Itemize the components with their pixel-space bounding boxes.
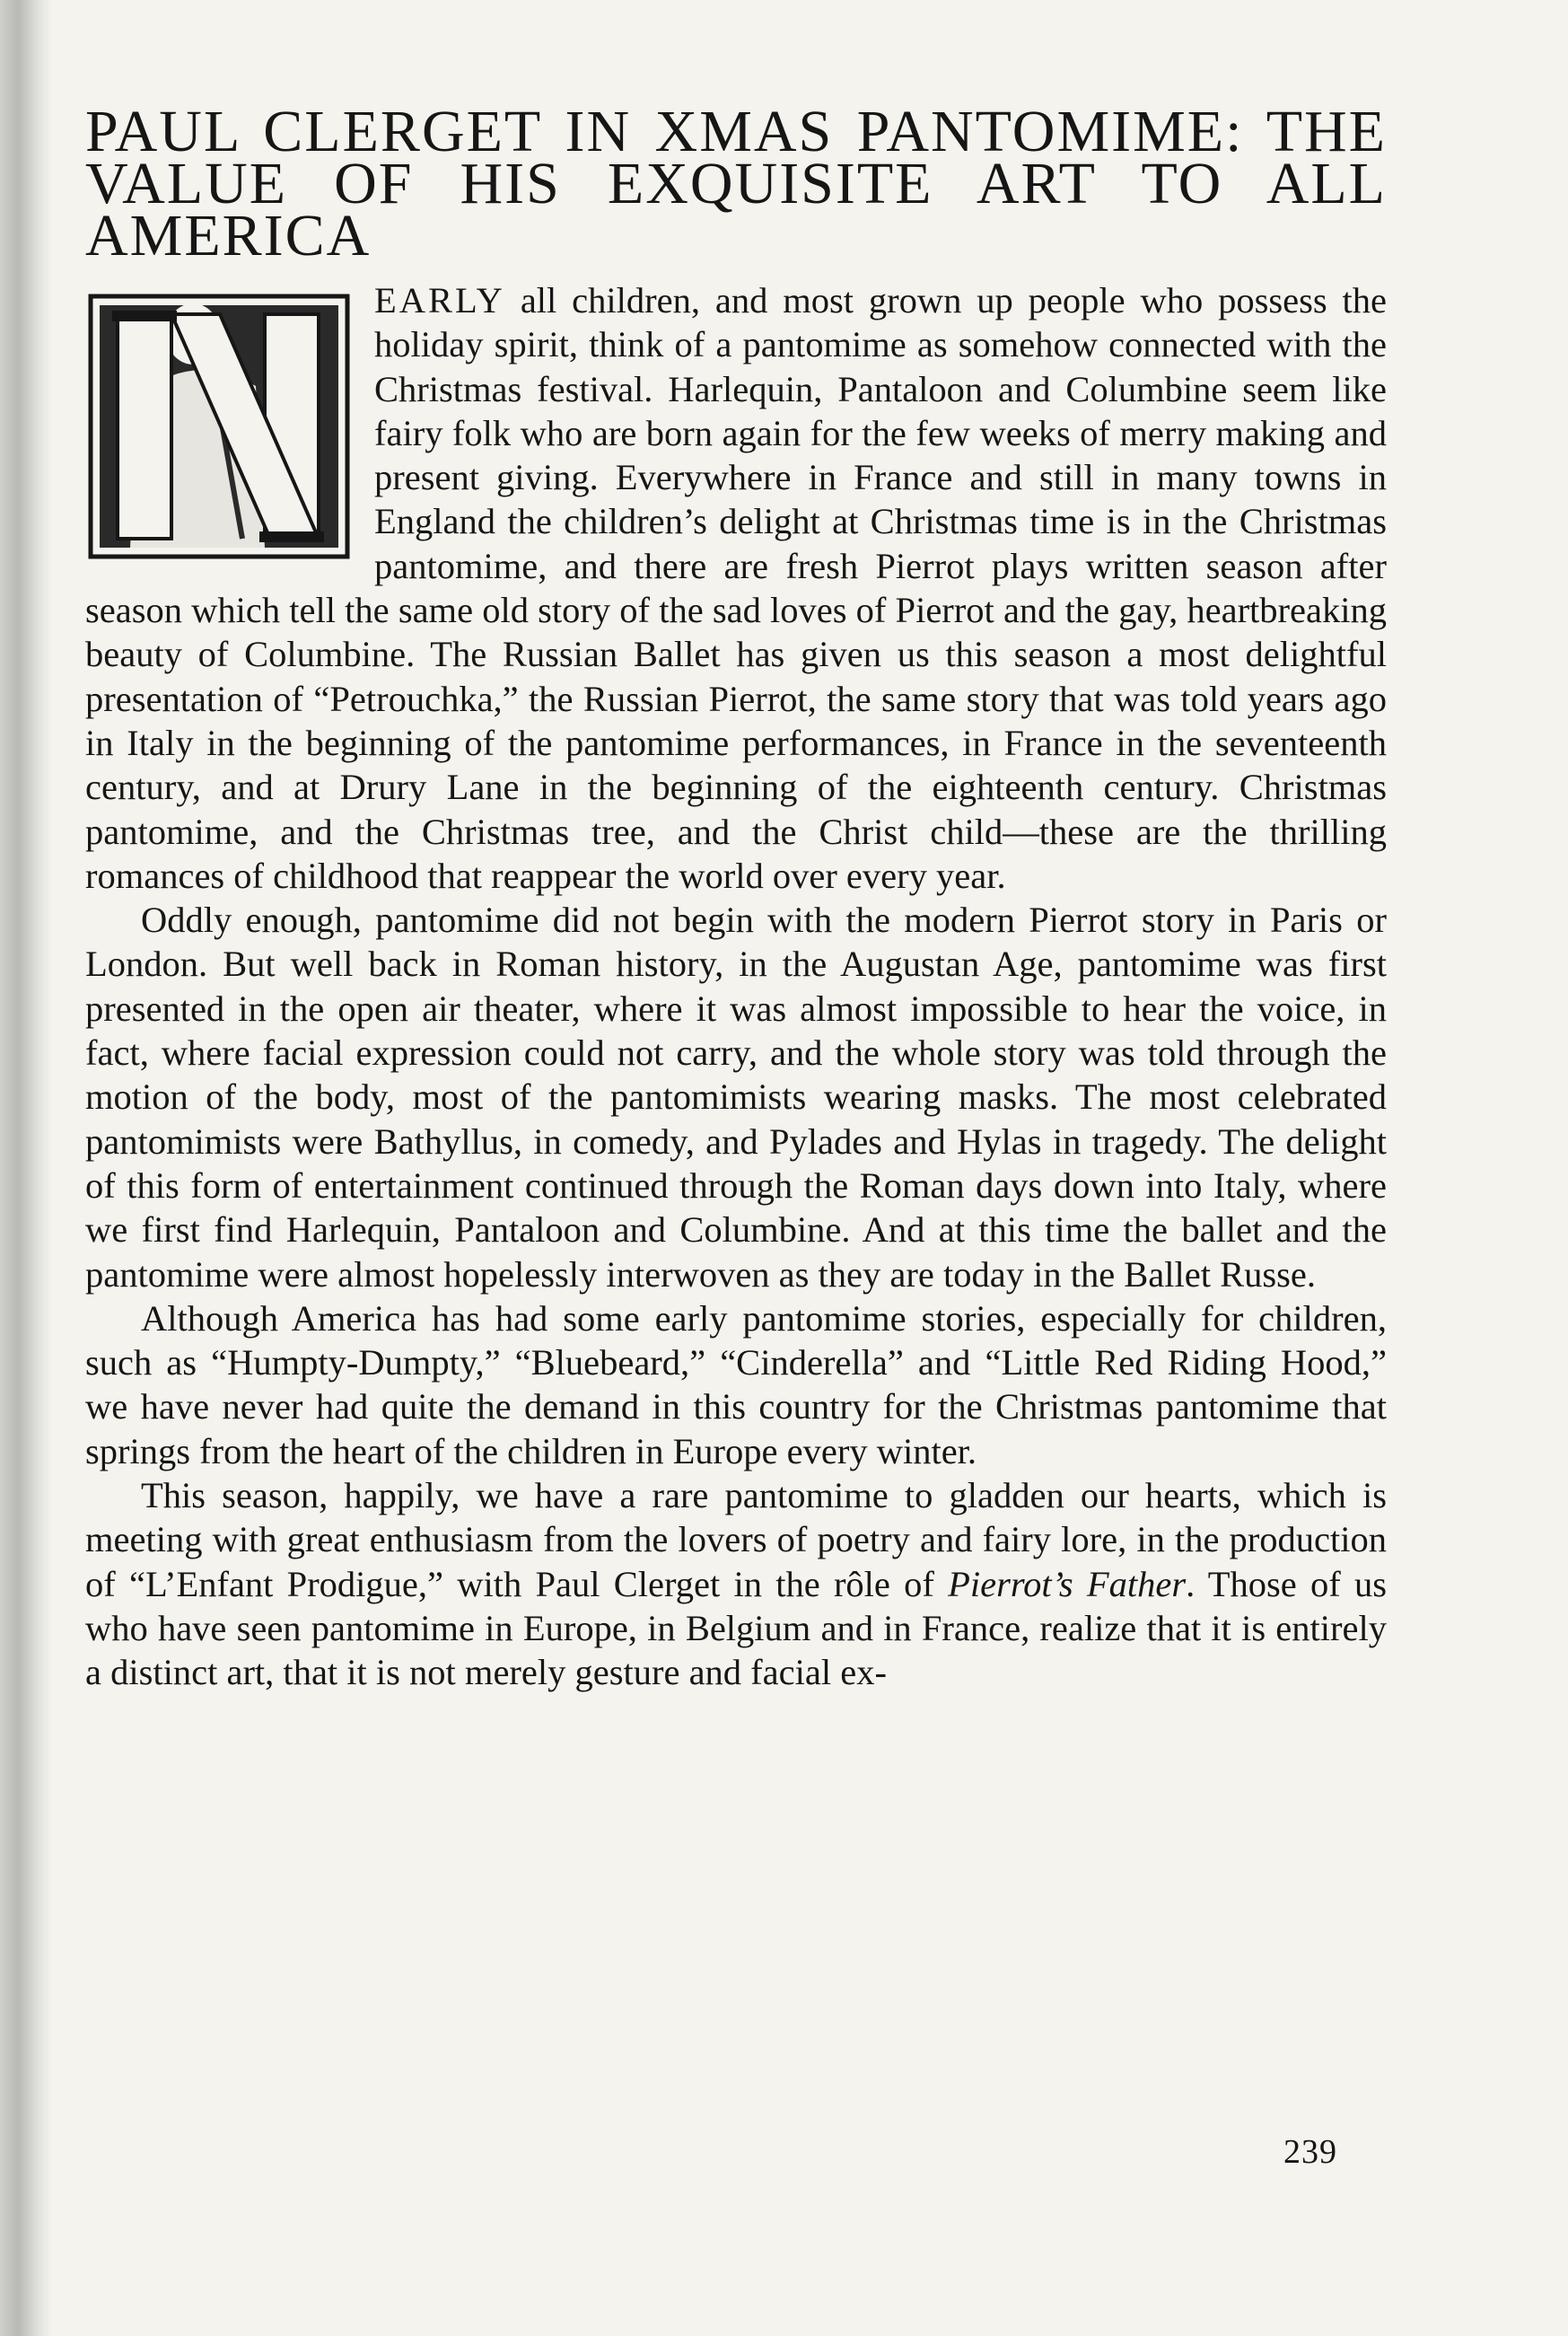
role-name: Pierrot’s Father [948,1563,1187,1604]
paragraph-3: Although America has had some early pantomime stories, especially for children, such as “Humpty-Dumpty,” “Bluebeard,” “Cinderella” and “Little Red Riding Hood,” we have never had quite the demand in this country for the Christmas pantomime that springs from the heart of the children in Europe every winter. [85,1297,1387,1471]
paragraph-4-text-b: . Those of us who have seen pantomime in Europe, in Belgium and in France, realize that it is entirely a distinct art, that it is not merely gesture and facial ex- [85,1563,1387,1693]
paragraph-4-text-a: This season, happily, we have a rare pantomime to gladden our hearts, which is meeting with great enthusiasm from the lovers of poetry and fairy lore, in the production of “L’Enfant Prodigue,” with Paul Clerget in the rôle of [85,1475,1387,1604]
book-binding-shadow [0,0,52,2336]
article-page [85,99,1387,1695]
dropcap-illustration [85,278,364,567]
paragraph-1-text: all children, and most grown up people who possess the holiday spirit, think of a pantomime as somehow connected with the Christmas festival. Harlequin, Pantaloon and Columbine seem like fairy folk who are born again for the few weeks of merry making and present giving. Everywhere in France and still in many towns in England the children’s delight at Christmas time is in the Christmas pantomime, and there are fresh Pierrot plays written season after season which tell the same old story of the sad loves of Pierrot and the gay, heartbreaking beauty of Columbine. The Russian Ballet has given us this season a most delightful presentation of “Petrouchka,” the Russian Pierrot, the same story that was told years ago in Italy in the beginning of the pantomime performances, in France in the seventeenth century, and at Drury Lane in the beginning of the eighteenth century. Christmas pantomime, and the Christmas tree, and the Christ child—these are the thrilling romances of childhood that reappear the world over every year. [85,280,1387,896]
page-number: 239 [1283,2133,1337,2171]
paragraph-1 [85,278,1387,898]
lead-word: EARLY [374,280,505,321]
article-body [85,278,1387,1695]
article-title: PAUL CLERGET IN XMAS PANTOMIME: THE VALUE OF HIS EXQUISITE ART TO ALL AMERICA [85,99,1387,268]
paragraph-4 [85,1473,1387,1694]
dropcap-n-figure-icon [85,278,355,566]
paragraph-2: Oddly enough, pantomime did not begin with the modern Pierrot story in Paris or London. But well back in Roman history, in the Augustan Age, pantomime was first presented in the open air theater, where it was almost impossible to hear the voice, in fact, where facial expression could not carry, and the whole story was told through the motion of the body, most of the pantomimists wearing masks. The most celebrated pantomimists were Bathyllus, in comedy, and Pylades and Hylas in tragedy. The delight of this form of entertainment continued through the Roman days down into Italy, where we first find Harlequin, Pantaloon and Columbine. And at this time the ballet and the pantomime were almost hopelessly interwoven as they are today in the Ballet Russe. [85,900,1387,1295]
